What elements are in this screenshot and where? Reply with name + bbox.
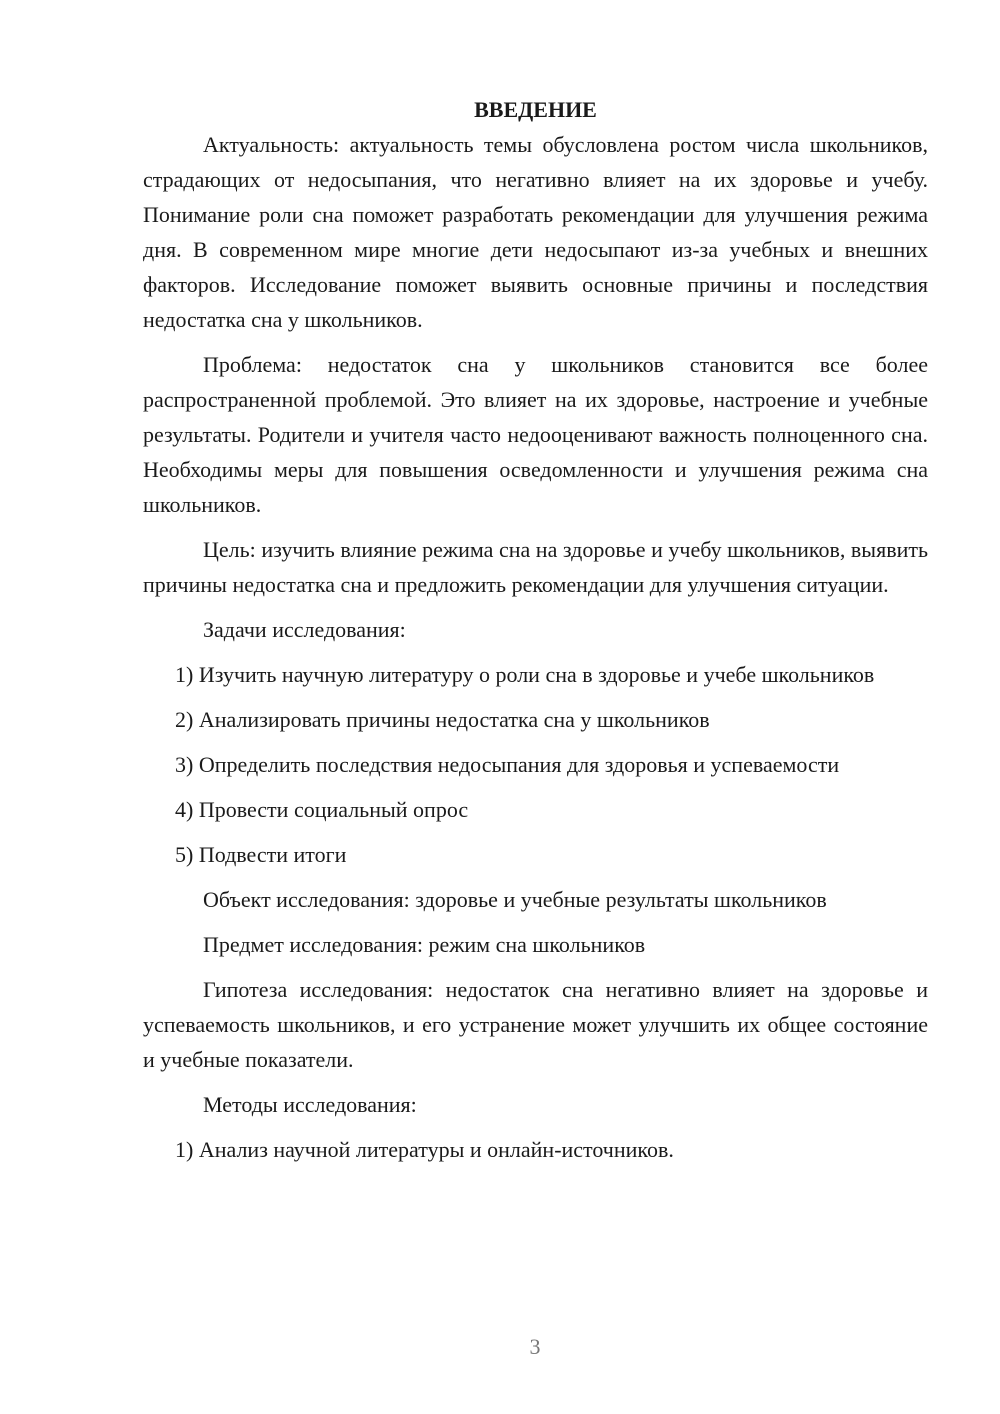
task-item: 1) Изучить научную литературу о роли сна в здоровье и учебе школьников	[175, 662, 875, 687]
task-item: 2) Анализировать причины недостатка сна у школьников	[175, 707, 710, 732]
object-paragraph: Объект исследования: здоровье и учебные результаты школьников	[203, 887, 827, 912]
task-item: 3) Определить последствия недосыпания для здоровья и успеваемости	[175, 752, 840, 777]
task-item: 5) Подвести итоги	[175, 842, 347, 867]
hypothesis-paragraph: Гипотеза исследования: недостаток сна негативно влияет на здоровье и успеваемость школьников, и его устранение может улучшить их общее состояние и учебные показатели.	[143, 977, 928, 1072]
relevance-paragraph: Актуальность: актуальность темы обусловлена ростом числа школьников, страдающих от недосыпания, что негативно влияет на их здоровье и учебу. Понимание роли сна поможет разработать рекомендации для улучшения режима дня. В современном мире многие дети недосыпают из-за учебных и внешних факторов. Исследование поможет выявить основные причины и последствия недостатка сна у школьников.	[143, 132, 928, 332]
method-item: 1) Анализ научной литературы и онлайн-источников.	[175, 1137, 674, 1162]
page-number: 3	[529, 1334, 541, 1359]
goal-paragraph: Цель: изучить влияние режима сна на здоровье и учебу школьников, выявить причины недостатка сна и предложить рекомендации для улучшения ситуации.	[143, 537, 928, 597]
subject-paragraph: Предмет исследования: режим сна школьников	[203, 932, 646, 957]
task-item: 4) Провести социальный опрос	[175, 797, 469, 822]
document-page	[143, 92, 928, 1177]
section-title: ВВЕДЕНИЕ	[474, 97, 597, 122]
tasks-heading: Задачи исследования:	[203, 617, 406, 642]
methods-heading: Методы исследования:	[203, 1092, 417, 1117]
problem-paragraph: Проблема: недостаток сна у школьников становится все более распространенной проблемой. Это влияет на их здоровье, настроение и учебные результаты. Родители и учителя часто недооценивают важность полноценного сна. Необходимы меры для повышения осведомленности и улучшения режима сна школьников.	[143, 352, 928, 517]
